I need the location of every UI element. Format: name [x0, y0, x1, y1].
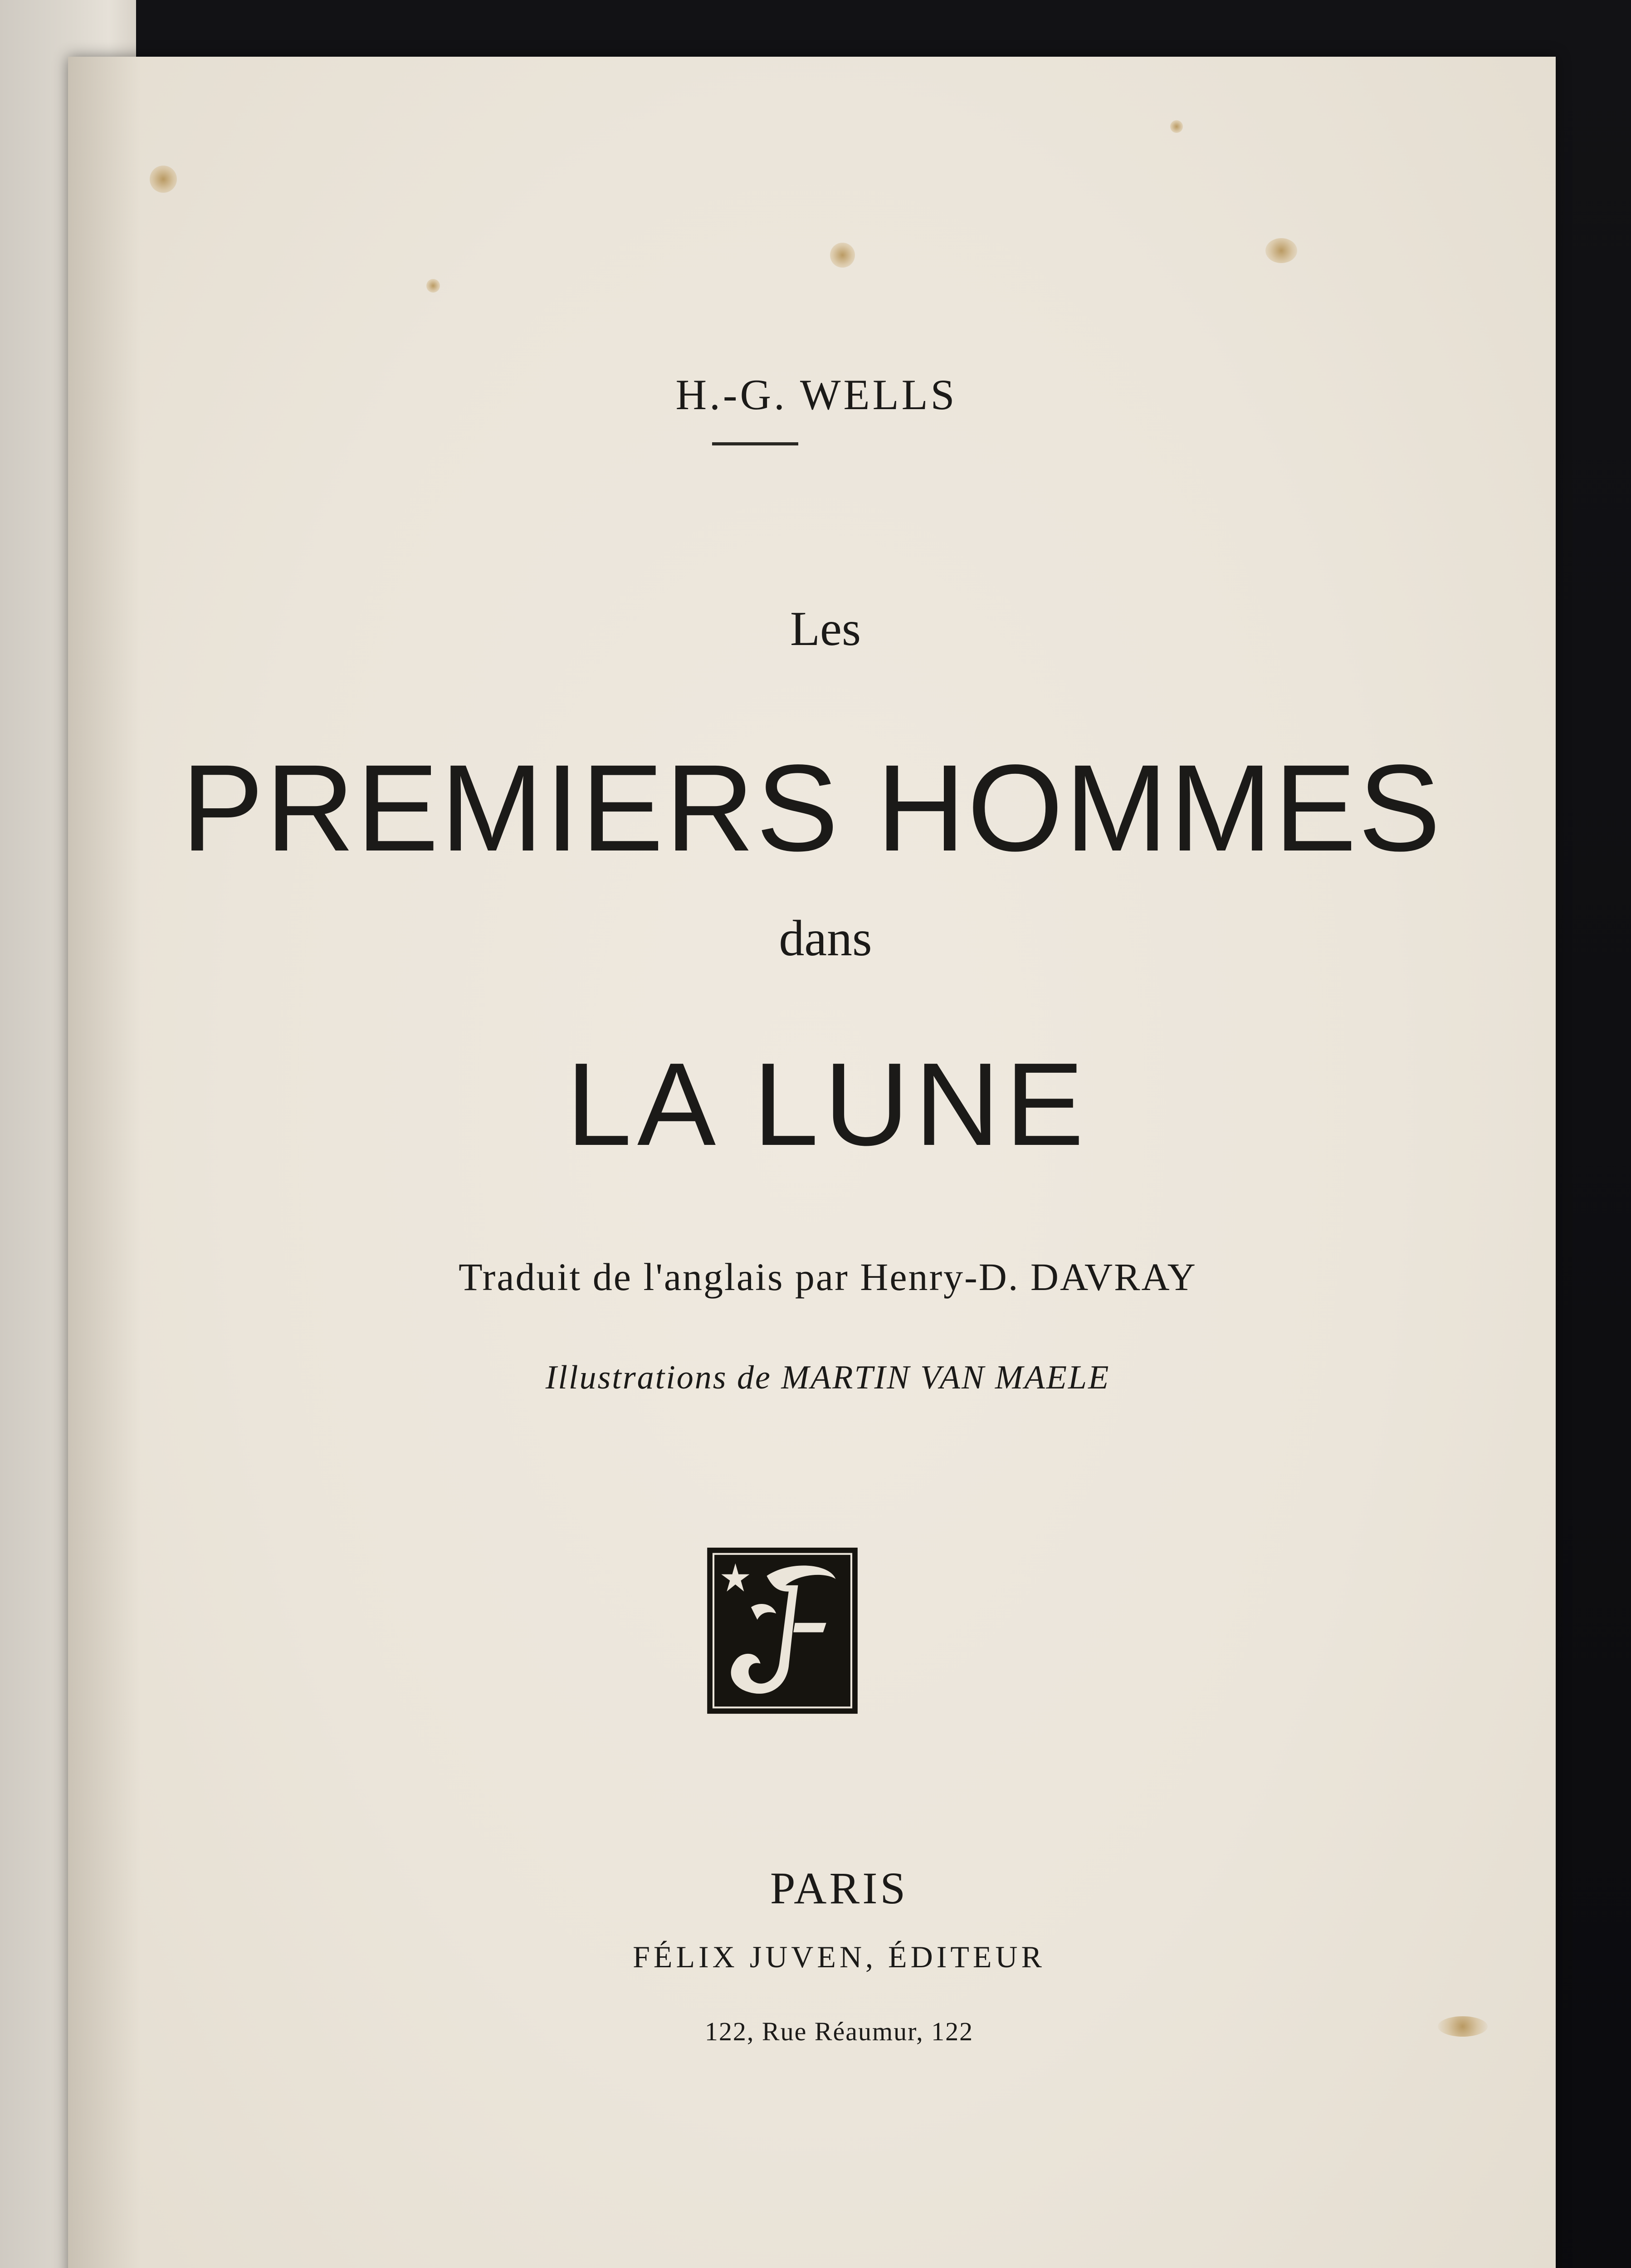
title-line-dans: dans [779, 910, 872, 967]
foxing-spot [1170, 120, 1183, 133]
foxing-spot [150, 166, 177, 193]
publisher-name: FÉLIX JUVEN, ÉDITEUR [633, 1940, 1045, 1974]
publication-city: PARIS [770, 1863, 908, 1913]
foxing-spot [830, 243, 855, 268]
foxing-spot [426, 279, 440, 293]
page-gutter-shadow [68, 57, 141, 2268]
publisher-monogram-icon [703, 1545, 862, 1717]
title-line-la-lune: LA LUNE [566, 1039, 1089, 1170]
publisher-address: 122, Rue Réaumur, 122 [704, 2017, 974, 2046]
title-line-premiers-hommes: PREMIERS HOMMES [181, 739, 1443, 877]
foxing-spot [1265, 238, 1297, 263]
title-line-les: Les [790, 602, 861, 656]
illustrator-credit: Illustrations de MARTIN VAN MAELE [545, 1359, 1110, 1396]
title-page [68, 57, 1556, 2268]
translator-credit: Traduit de l'anglais par Henry-D. DAVRAY [459, 1255, 1197, 1299]
foxing-spot [1438, 2016, 1488, 2037]
author-name: H.-G. WELLS [675, 371, 957, 419]
author-rule [712, 442, 798, 445]
